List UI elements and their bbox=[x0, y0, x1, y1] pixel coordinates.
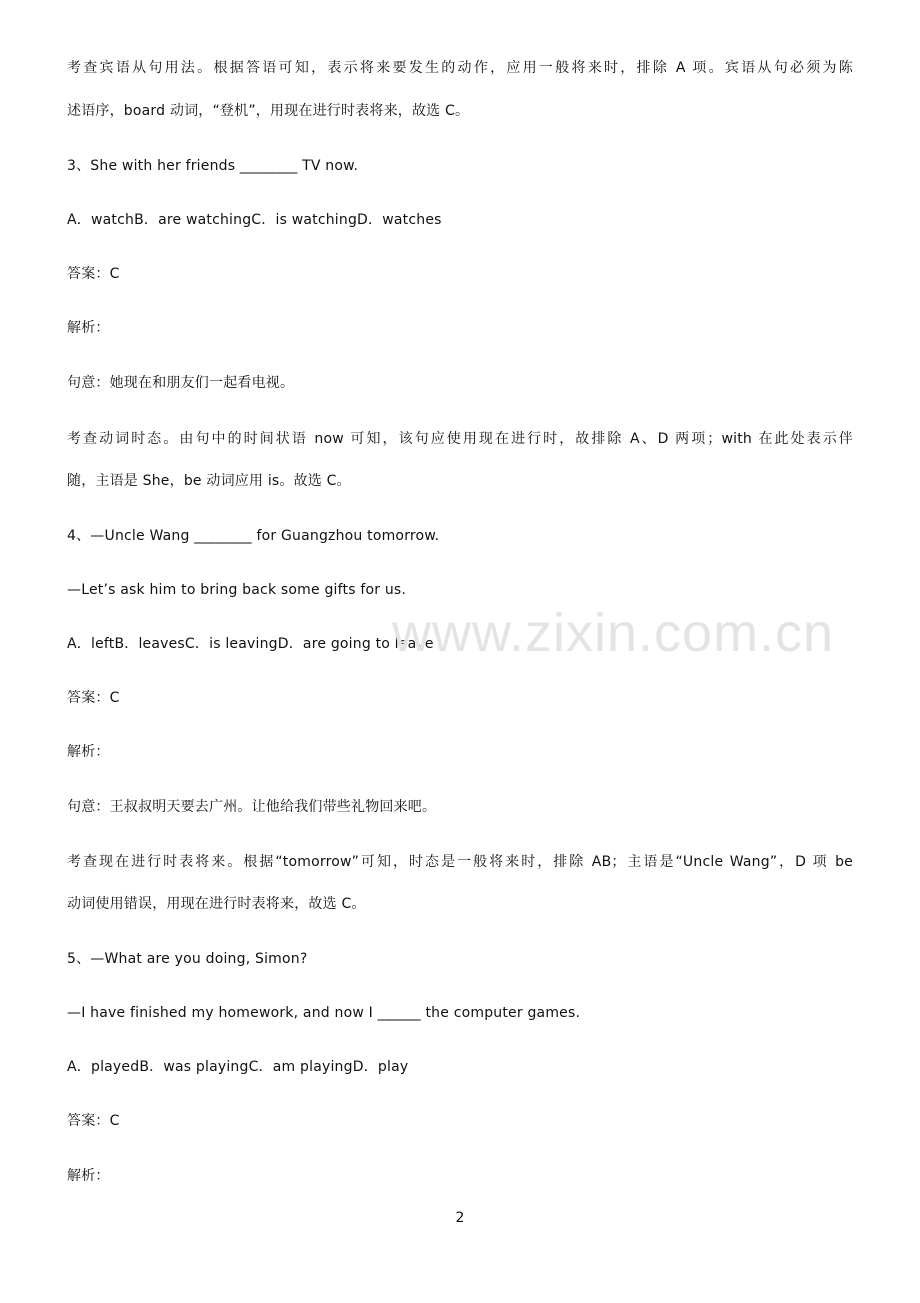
question-3-meaning: 句意：她现在和朋友们一起看电视。 bbox=[67, 375, 295, 391]
watermark: www.zixin.com.cn bbox=[392, 603, 835, 663]
question-5-analysis-label: 解析： bbox=[67, 1168, 110, 1184]
question-3-answer: 答案：C bbox=[67, 266, 120, 282]
question-5-options: A．playedB．was playingC．am playingD．play bbox=[67, 1059, 409, 1075]
question-3-explanation-line-1: 考查动词时态。由句中的时间状语 now 可知，该句应使用现在进行时，故排除 A、D 两项；with 在此处表示伴 bbox=[67, 431, 853, 447]
explanation-q2-line-1: 考查宾语从句用法。根据答语可知，表示将来要发生的动作，应用一般将来时，排除 A 项。宾语从句必须为陈 bbox=[67, 60, 853, 76]
question-3-options: A．watchB．are watchingC．is watchingD．watches bbox=[67, 212, 442, 228]
question-3: 3、She with her friends ________ TV now. bbox=[67, 158, 359, 174]
question-5-reply: —I have finished my homework, and now I ______ the computer games. bbox=[67, 1005, 581, 1021]
question-4-explanation-line-1: 考查现在进行时表将来。根据“tomorrow”可知，时态是一般将来时，排除 AB；主语是“Uncle Wang”，D 项 be bbox=[67, 854, 853, 870]
question-4-explanation-line-2: 动词使用错误，用现在进行时表将来，故选 C。 bbox=[67, 896, 366, 912]
question-5-answer: 答案：C bbox=[67, 1113, 120, 1129]
question-4-answer: 答案：C bbox=[67, 690, 120, 706]
question-4-analysis-label: 解析： bbox=[67, 744, 110, 760]
question-4: 4、—Uncle Wang ________ for Guangzhou tomorrow. bbox=[67, 528, 440, 544]
question-4-options: A．leftB．leavesC．is leavingD．are going to leave bbox=[67, 636, 434, 652]
question-4-meaning: 句意：王叔叔明天要去广州。让他给我们带些礼物回来吧。 bbox=[67, 799, 437, 815]
question-4-reply: —Let’s ask him to bring back some gifts for us. bbox=[67, 582, 407, 598]
question-3-explanation-line-2: 随，主语是 She，be 动词应用 is。故选 C。 bbox=[67, 473, 351, 489]
question-5: 5、—What are you doing, Simon? bbox=[67, 951, 308, 967]
explanation-q2-line-2: 述语序，board 动词，“登机”，用现在进行时表将来，故选 C。 bbox=[67, 103, 470, 119]
page-number: 2 bbox=[455, 1210, 465, 1226]
question-3-analysis-label: 解析： bbox=[67, 320, 110, 336]
